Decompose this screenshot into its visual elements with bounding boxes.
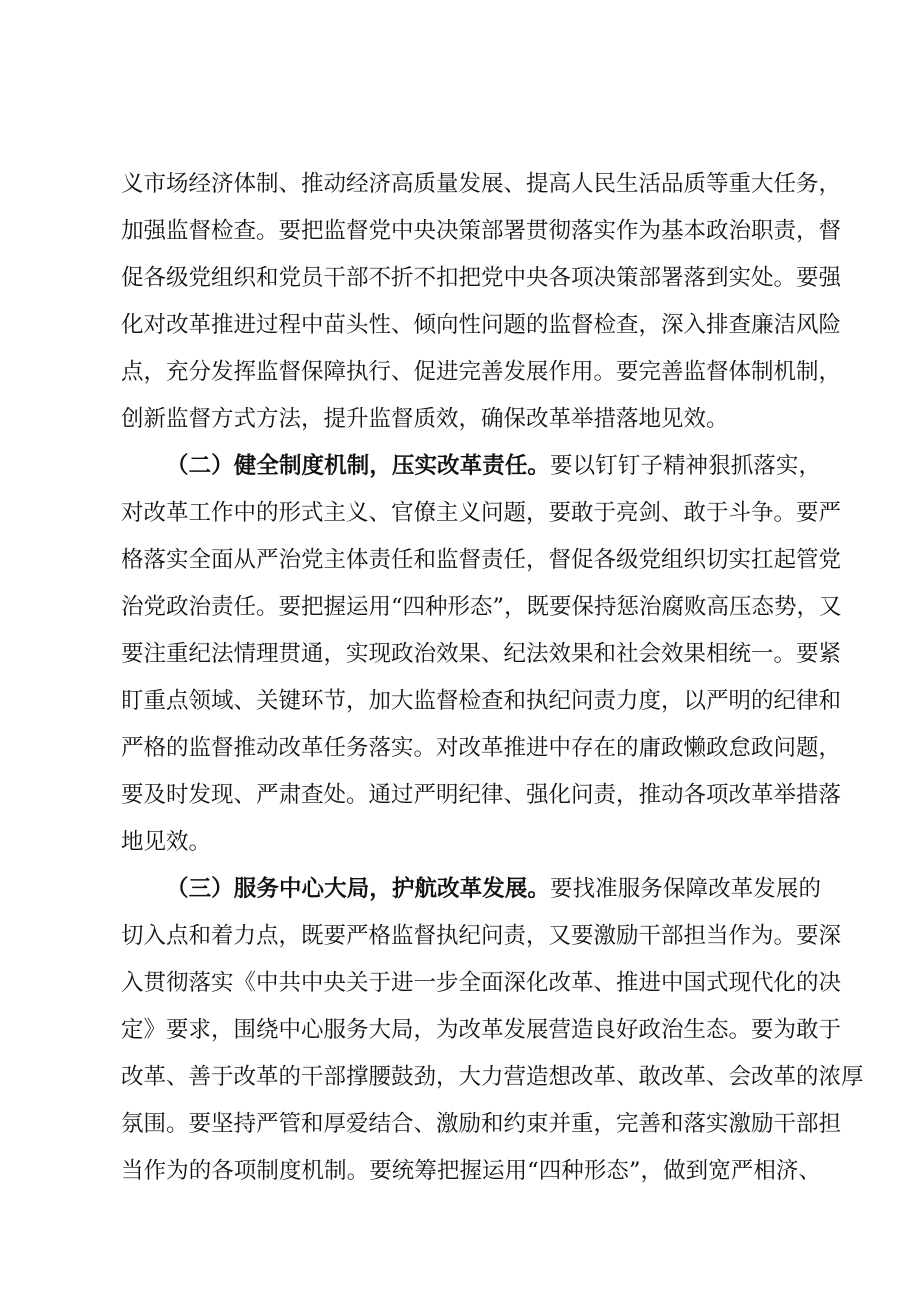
section-3-heading: （三）服务中心大局，护航改革发展。 [166, 876, 550, 902]
paragraph-1-line-3: 促各级党组织和党员干部不折不扣把党中央各项决策部署落到实处。要强 [121, 265, 842, 291]
section-2-heading: （二）健全制度机制，压实改革责任。 [166, 453, 550, 479]
paragraph-2-line-7: 严格的监督推动改革任务落实。对改革推进中存在的庸政懒政怠政问题， [121, 735, 842, 761]
paragraph-1-line-2: 加强监督检查。要把监督党中央决策部署贯彻落实作为基本政治职责，督 [121, 218, 842, 244]
paragraph-3-line-6: 氛围。要坚持严管和厚爱结合、激励和约束并重，完善和落实激励干部担 [121, 1111, 842, 1137]
paragraph-2-line-9: 地见效。 [121, 829, 212, 855]
paragraph-2-line-3: 格落实全面从严治党主体责任和监督责任，督促各级党组织切实扛起管党 [121, 547, 842, 573]
paragraph-1-line-6: 创新监督方式方法，提升监督质效，确保改革举措落地见效。 [121, 406, 729, 432]
paragraph-1-line-4: 化对改革推进过程中苗头性、倾向性问题的监督检查，深入排查廉洁风险 [121, 312, 842, 338]
paragraph-1-line-5: 点，充分发挥监督保障执行、促进完善发展作用。要完善监督体制机制， [121, 359, 842, 385]
paragraph-2-line-6: 盯重点领域、关键环节，加大监督检查和执纪问责力度，以严明的纪律和 [121, 688, 842, 714]
paragraph-1-line-1: 义市场经济体制、推动经济高质量发展、提高人民生活品质等重大任务， [121, 171, 842, 197]
paragraph-2-first-text: 要以钉钉子精神狠抓落实， [550, 453, 821, 479]
paragraph-2-line-4: 治党政治责任。要把握运用“四种形态”，既要保持惩治腐败高压态势，又 [121, 594, 842, 620]
paragraph-3-line-2: 切入点和着力点，既要严格监督执纪问责，又要激励干部担当作为。要深 [121, 923, 842, 949]
paragraph-2-line-5: 要注重纪法情理贯通，实现政治效果、纪法效果和社会效果相统一。要紧 [121, 641, 842, 667]
paragraph-3-line-4: 定》要求，围绕中心服务大局，为改革发展营造良好政治生态。要为敢于 [121, 1017, 842, 1043]
paragraph-3-first-text: 要找准服务保障改革发展的 [550, 876, 821, 902]
paragraph-3-line-3: 入贯彻落实《中共中央关于进一步全面深化改革、推进中国式现代化的决 [121, 970, 842, 996]
paragraph-2-line-8: 要及时发现、严肃查处。通过严明纪律、强化问责，推动各项改革举措落 [121, 782, 842, 808]
paragraph-3-line-1 [166, 869, 821, 909]
paragraph-3-line-5: 改革、善于改革的干部撑腰鼓劲，大力营造想改革、敢改革、会改革的浓厚 [121, 1064, 864, 1090]
paragraph-2-line-2: 对改革工作中的形式主义、官僚主义问题，要敢于亮剑、敢于斗争。要严 [121, 500, 842, 526]
paragraph-2-line-1 [166, 446, 821, 486]
paragraph-3-line-7: 当作为的各项制度机制。要统筹把握运用“四种形态”，做到宽严相济、 [121, 1158, 821, 1184]
